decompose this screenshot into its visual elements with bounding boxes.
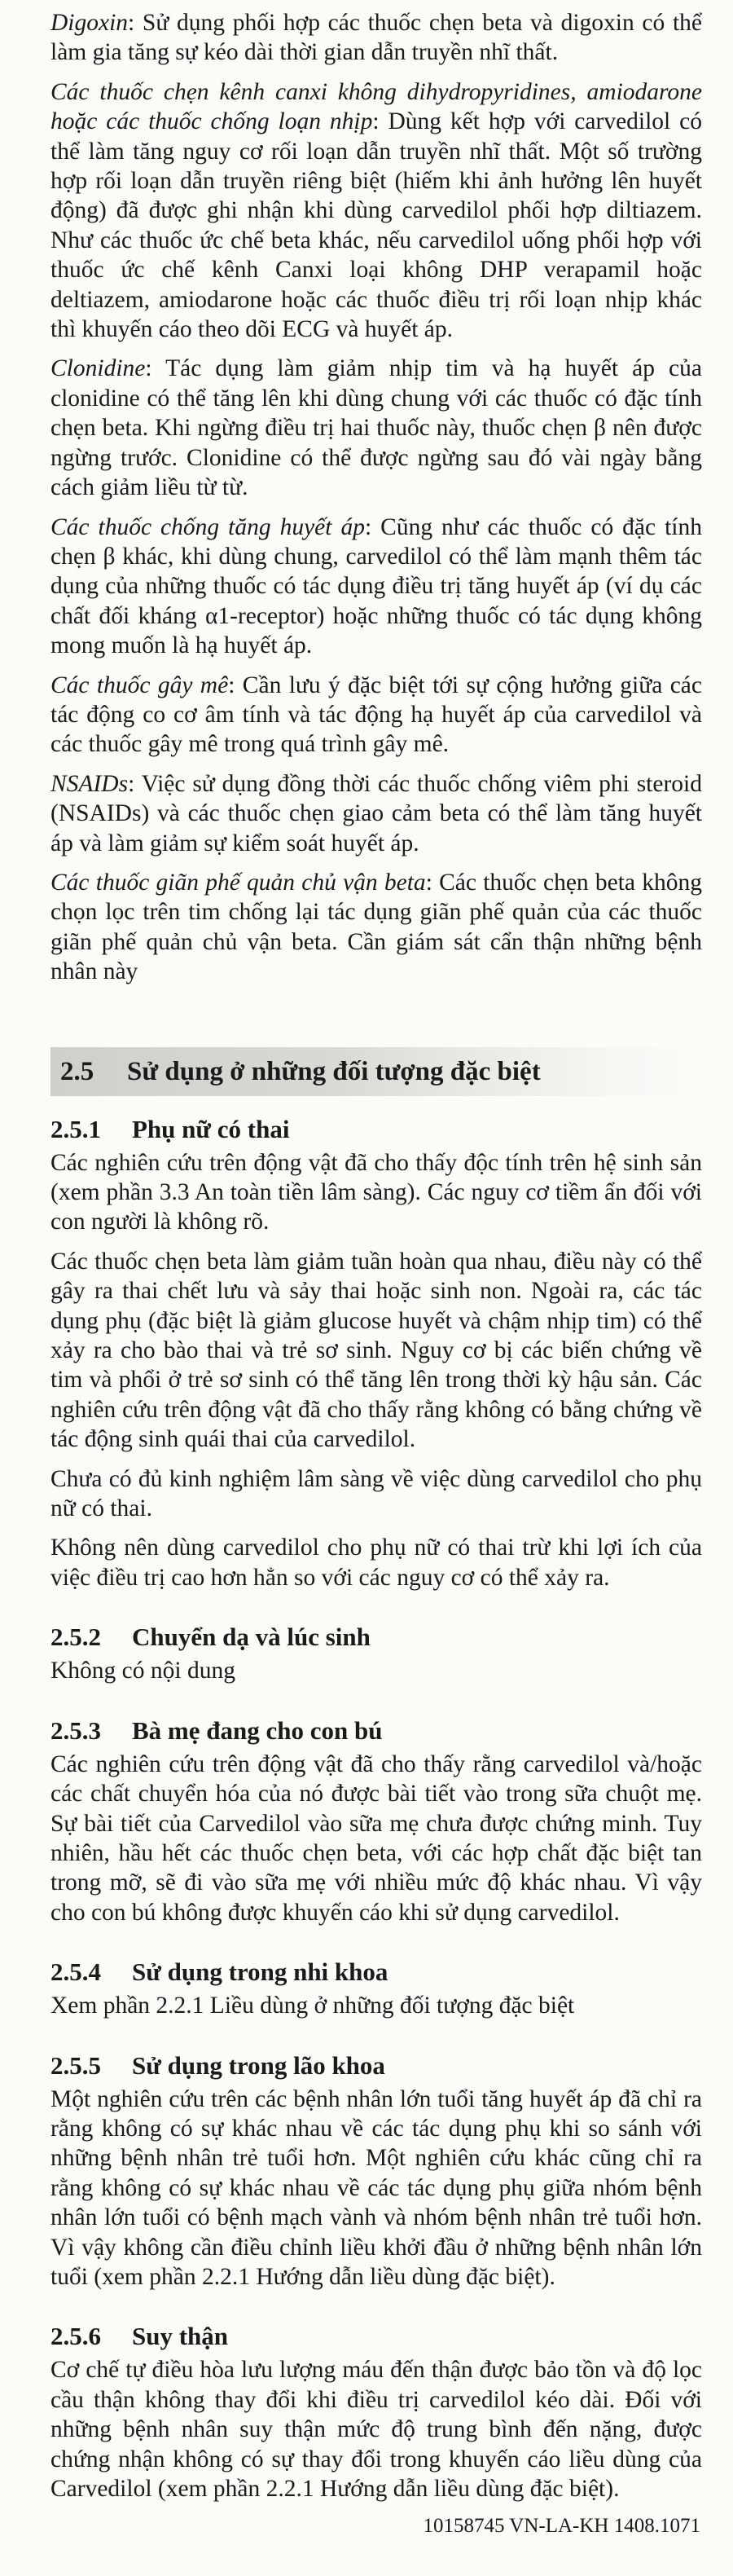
document-code: 10158745 VN-LA-KH 1408.1071 — [423, 2515, 700, 2537]
subsection-title: Suy thận — [132, 2322, 229, 2351]
subsection-paragraph: Các thuốc chẹn beta làm giảm tuần hoàn qua nhau, điều này có thể gây ra thai chết lưu và sảy thai hoặc sinh non. Ngoài ra, các tác dụng phụ (đặc biệt là giảm glucose huyết và chậm nhịp tim) có thể xảy ra cho bào thai và trẻ sơ sinh. Nguy cơ bị các biến chứng về tim và phổi ở trẻ sơ sinh có thể tăng lên trong thời kỳ hậu sản. Các nghiên cứu trên động vật đã cho thấy rằng không có bằng chứng về tác động sinh quái thai của carvedilol. — [50, 1248, 702, 1453]
subsection-title: Sử dụng trong lão khoa — [132, 2050, 385, 2080]
subsection-paragraph: Các nghiên cứu trên động vật đã cho thấy rằng carvedilol và/hoặc các chất chuyển hóa của nó được bài tiết vào trong sữa chuột mẹ. Sự bài tiết của Carvedilol vào sữa mẹ chưa được chứng minh. Tuy nhiên, hầu hết các thuốc chẹn beta, với các hợp chất đặc biệt tan trong mỡ, sẽ đi vào sữa mẹ với nhiều mức độ khác nhau. Vì vậy cho con bú không được khuyến cáo khi sử dụng carvedilol. — [50, 1750, 702, 1926]
subsection-heading — [50, 2050, 702, 2081]
interaction-paragraph — [50, 354, 702, 502]
subsection-heading — [50, 1957, 702, 1988]
interaction-paragraph — [50, 77, 702, 345]
interaction-text: : Sử dụng phối hợp các thuốc chẹn beta và digoxin có thể làm gia tăng sự kéo dài thời gian dẫn truyền nhĩ thất. — [50, 10, 702, 66]
subsection-number: 2.5.3 — [50, 1715, 101, 1745]
subsection-paragraph: Các nghiên cứu trên động vật đã cho thấy độc tính trên hệ sinh sản (xem phần 3.3 An toàn tiền lâm sàng). Các nguy cơ tiềm ẩn đối với con người là không rõ. — [50, 1149, 702, 1235]
subsection-paragraph: Không có nội dung — [50, 1658, 235, 1684]
subsection-paragraph: Cơ chế tự điều hòa lưu lượng máu đến thận được bảo tồn và độ lọc cầu thận không thay đổi khi điều trị carvedilol kéo dài. Đối với những bệnh nhân suy thận mức độ trung bình đến nặng, được chứng nhận không có sự thay đổi trong khuyến cáo liều dùng của Carvedilol (xem phần 2.2.1 Hướng dẫn liều dùng đặc biệt). — [50, 2357, 702, 2502]
interaction-drug-name: Các thuốc giãn phế quản chủ vận beta — [50, 869, 426, 896]
interaction-drug-name: Các thuốc chẹn kênh canxi không dihydropyridines, amiodarone hoặc các thuốc chống loạn nhịp — [50, 78, 702, 135]
subsection-paragraph: Chưa có đủ kinh nghiệm lâm sàng về việc dùng carvedilol cho phụ nữ có thai. — [50, 1465, 702, 1522]
subsection-number: 2.5.5 — [50, 2050, 101, 2080]
interaction-paragraph — [50, 8, 702, 68]
subsection-heading — [50, 1715, 702, 1746]
subsection-paragraph: Xem phần 2.2.1 Liều dùng ở những đối tượng đặc biệt — [50, 1993, 575, 2019]
section-title: Sử dụng ở những đối tượng đặc biệt — [127, 1056, 541, 1086]
subsection-heading — [50, 1622, 702, 1653]
drug-interactions — [50, 8, 702, 987]
interaction-text: : Dùng kết hợp với carvedilol có thể làm tăng nguy cơ rối loạn dẫn truyền nhĩ thất. Một số trường hợp rối loạn dẫn truyền riêng biệt (hiếm khi ảnh hưởng lên huyết động) đã được ghi nhận khi dùng carvedilol phối hợp diltiazem. Như các thuốc ức chế beta khác, nếu carvedilol uống phối hợp với thuốc ức chế kênh Canxi loại không DHP verapamil hoặc deltiazem, amiodarone hoặc các thuốc điều trị rối loạn nhịp khác thì khuyến cáo theo dõi ECG và huyết áp. — [50, 108, 702, 343]
interaction-paragraph — [50, 513, 702, 661]
interaction-text: : Việc sử dụng đồng thời các thuốc chống viêm phi steroid (NSAIDs) và các thuốc chẹn giao cảm beta có thể làm tăng huyết áp và làm giảm sự kiểm soát huyết áp. — [50, 770, 702, 856]
subsection-title: Phụ nữ có thai — [132, 1114, 290, 1143]
document-page — [50, 8, 702, 2513]
subsection-number: 2.5.4 — [50, 1957, 101, 1987]
subsection-title: Bà mẹ đang cho con bú — [132, 1715, 383, 1745]
subsection-paragraph: Một nghiên cứu trên các bệnh nhân lớn tuổi tăng huyết áp đã chỉ ra rằng không có sự khác nhau về các tác dụng phụ khi so sánh với những bệnh nhân trẻ tuổi hơn. Một nghiên cứu khác cũng chỉ ra rằng không có sự khác nhau về các tác dụng phụ giữa nhóm bệnh nhân lớn tuổi có bệnh mạch vành và nhóm bệnh nhân trẻ tuổi hơn. Vì vậy không cần điều chỉnh liều khởi đầu ở những bệnh nhân lớn tuổi (xem phần 2.2.1 Hướng dẫn liều dùng đặc biệt). — [50, 2085, 702, 2290]
subsection-title: Sử dụng trong nhi khoa — [132, 1957, 388, 1987]
subsection-number: 2.5.6 — [50, 2322, 101, 2351]
interaction-paragraph — [50, 868, 702, 987]
section-heading-band — [50, 1047, 686, 1096]
subsection-heading — [50, 1114, 702, 1145]
interaction-text: : Cần lưu ý đặc biệt tới sự cộng hưởng giữa các tác động co cơ âm tính và tác động hạ huyết áp của carvedilol và các thuốc gây mê trong quá trình gây mê. — [50, 672, 702, 758]
subsection-number: 2.5.2 — [50, 1623, 101, 1652]
interaction-text: : Tác dụng làm giảm nhịp tim và hạ huyết áp của clonidine có thể tăng lên khi dùng chung với các thuốc có đặc tính chẹn beta. Khi ngừng điều trị hai thuốc này, thuốc chẹn β nên được ngừng trước. Clonidine có thể được ngừng sau đó vài ngày bằng cách giảm liều từ từ. — [50, 355, 702, 501]
interaction-drug-name: Clonidine — [50, 355, 146, 382]
subsection-title: Chuyển dạ và lúc sinh — [132, 1623, 371, 1652]
interaction-drug-name: Digoxin — [50, 10, 129, 36]
interaction-text: : Cũng như các thuốc có đặc tính chẹn β khác, khi dùng chung, carvedilol có thể làm mạnh thêm tác dụng của những thuốc có tác dụng điều trị tăng huyết áp (ví dụ các chất đối kháng α1-receptor) hoặc những thuốc có tác dụng không mong muốn là hạ huyết áp. — [50, 513, 703, 659]
interaction-drug-name: NSAIDs — [50, 770, 129, 797]
interaction-paragraph — [50, 769, 702, 858]
special-populations — [50, 1114, 702, 2504]
interaction-text: : Các thuốc chẹn beta không chọn lọc trên tim chống lại tác dụng giãn phế quản của các thuốc giãn phế quản chủ vận beta. Cần giám sát cẩn thận những bệnh nhân này — [50, 869, 703, 985]
subsection-number: 2.5.1 — [50, 1114, 101, 1143]
section-number: 2.5 — [60, 1056, 94, 1086]
subsection-heading — [50, 2321, 702, 2352]
interaction-drug-name: Các thuốc chống tăng huyết áp — [50, 513, 365, 540]
interaction-paragraph — [50, 671, 702, 760]
interaction-drug-name: Các thuốc gây mê — [50, 672, 229, 698]
subsection-paragraph: Không nên dùng carvedilol cho phụ nữ có thai trừ khi lợi ích của việc điều trị cao hơn hẳn so với các nguy cơ có thể xảy ra. — [50, 1535, 702, 1591]
